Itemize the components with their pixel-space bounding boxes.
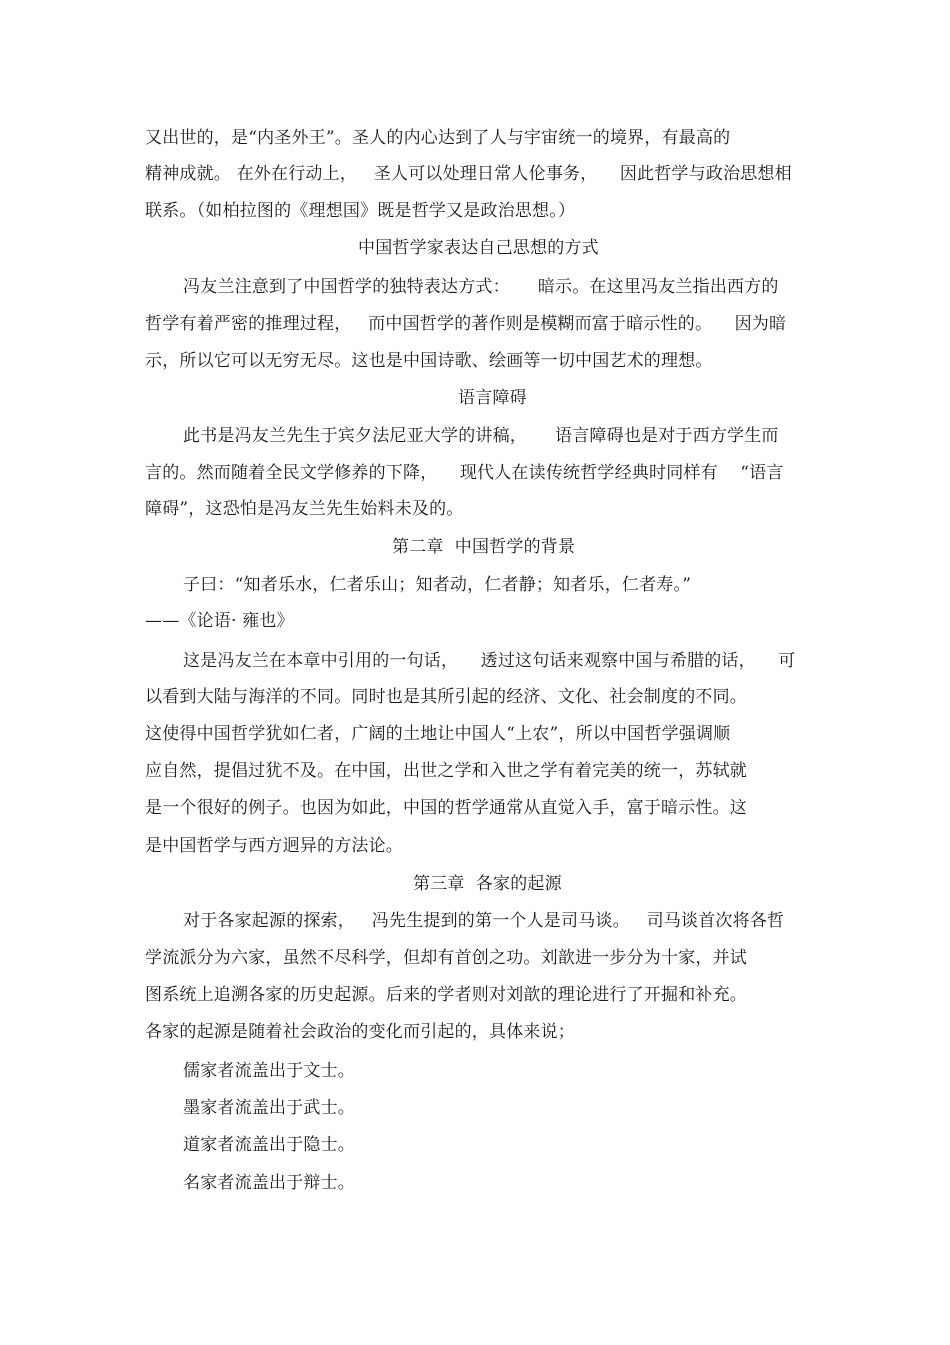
- text-line: 障碍”，这恐怕是冯友兰先生始料未及的。: [145, 499, 464, 519]
- text-line: 各家的起源是随着社会政治的变化而引起的，具体来说；: [145, 1022, 575, 1042]
- chapter-heading: 第三章 各家的起源: [413, 874, 562, 894]
- text-line: 冯友兰注意到了中国哲学的独特表达方式： 暗示。在这里冯友兰指出西方的: [183, 277, 779, 297]
- text-line: 言的。然而随着全民文学修养的下降， 现代人在读传统哲学经典时同样有 “语言: [145, 463, 784, 483]
- text-line: 学流派分为六家，虽然不尽科学，但却有首创之功。刘歆进一步分为十家，并试: [145, 948, 747, 968]
- text-line: 是一个很好的例子。也因为如此，中国的哲学通常从直觉入手，富于暗示性。这: [145, 798, 747, 818]
- list-item: 墨家者流盖出于武士。: [183, 1098, 355, 1118]
- list-item: 名家者流盖出于辩士。: [183, 1173, 355, 1193]
- text-line: 这是冯友兰在本章中引用的一句话， 透过这句话来观察中国与希腊的话， 可: [183, 651, 796, 671]
- text-line: 联系。（如柏拉图的《理想国》既是哲学又是政治思想。）: [145, 201, 576, 221]
- text-line: 以看到大陆与海洋的不同。同时也是其所引起的经济、文化、社会制度的不同。: [145, 687, 747, 707]
- text-line: 示，所以它可以无穷无尽。这也是中国诗歌、绘画等一切中国艺术的理想。: [145, 351, 713, 371]
- text-line: 对于各家起源的探索， 冯先生提到的第一个人是司马谈。 司马谈首次将各哲: [183, 911, 785, 931]
- text-line: 又出世的，是“内圣外王”。圣人的内心达到了人与宇宙统一的境界，有最高的: [145, 128, 731, 148]
- text-line: 精神成就。 在外在行动上， 圣人可以处理日常人伦事务， 因此哲学与政治思想相: [145, 164, 792, 184]
- text-line: 哲学有着严密的推理过程， 而中国哲学的著作则是模糊而富于暗示性的。 因为暗: [145, 314, 787, 334]
- chapter-heading: 第二章 中国哲学的背景: [392, 537, 576, 557]
- section-heading: 语言障碍: [458, 388, 527, 408]
- list-item: 道家者流盖出于隐士。: [183, 1135, 355, 1155]
- text-line: 是中国哲学与西方迥异的方法论。: [145, 836, 403, 856]
- text-line: 应自然，提倡过犹不及。在中国，出世之学和入世之学有着完美的统一，苏轼就: [145, 761, 747, 781]
- text-line: 图系统上追溯各家的历史起源。后来的学者则对刘歆的理论进行了开掘和补充。: [145, 985, 747, 1005]
- quote-source: ——《论语· 雍也》: [145, 611, 294, 631]
- text-line: 这使得中国哲学犹如仁者，广阔的土地让中国人“上农”，所以中国哲学强调顺: [145, 724, 731, 744]
- text-line: 此书是冯友兰先生于宾夕法尼亚大学的讲稿， 语言障碍也是对于西方学生而: [183, 426, 779, 446]
- list-item: 儒家者流盖出于文士。: [183, 1061, 355, 1081]
- section-heading: 中国哲学家表达自己思想的方式: [358, 238, 599, 258]
- quote-line: 子曰：“知者乐水，仁者乐山；知者动，仁者静；知者乐，仁者寿。”: [183, 575, 692, 595]
